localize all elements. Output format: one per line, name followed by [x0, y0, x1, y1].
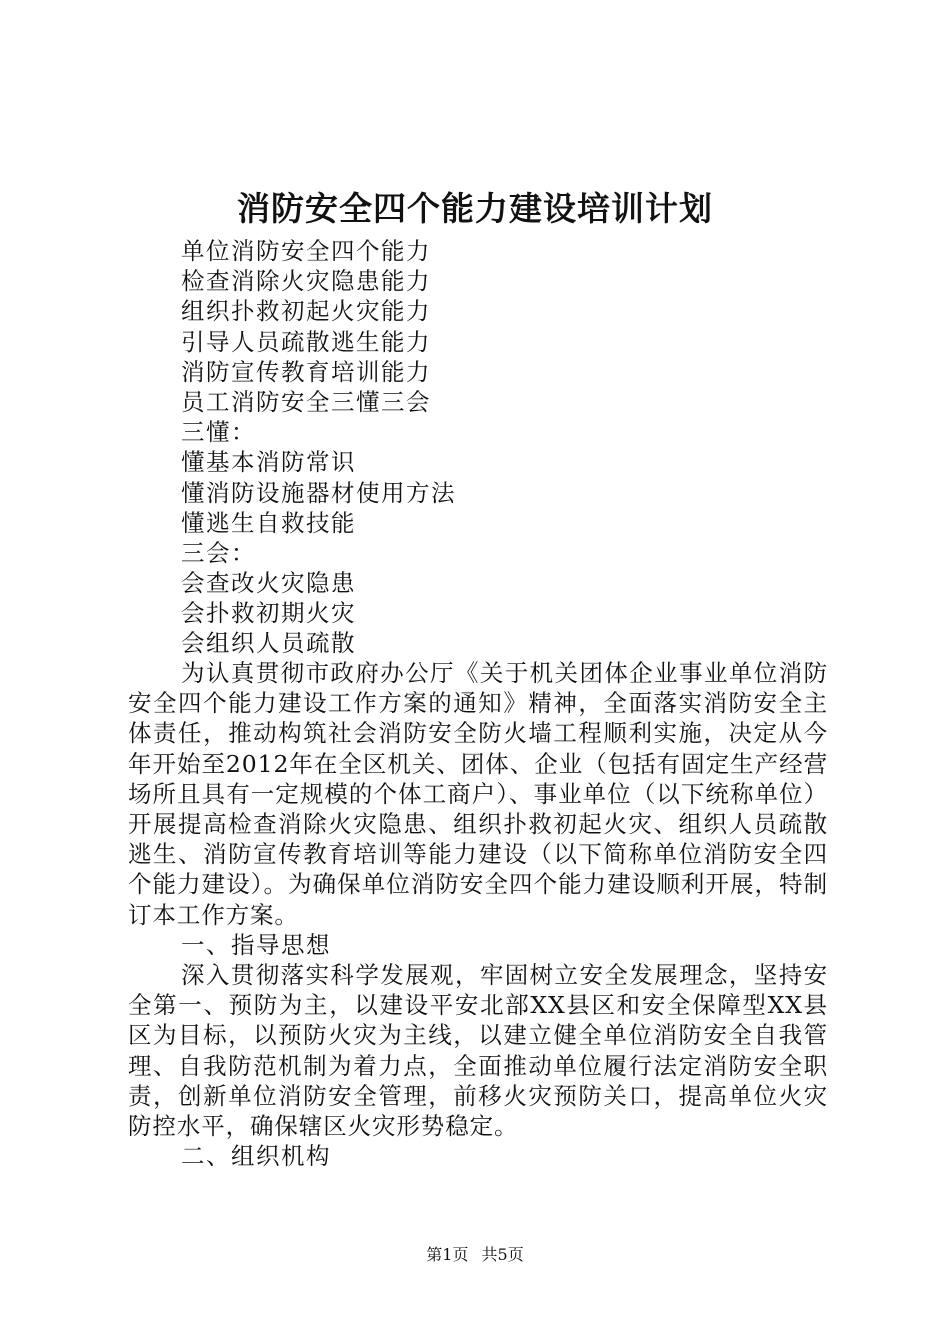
list-line: 单位消防安全四个能力: [181, 237, 431, 265]
section-heading-organization: 二、组织机构: [181, 1142, 331, 1171]
list-line: 检查消除火灾隐患能力: [181, 267, 431, 296]
list-line: 懂逃生自救技能: [181, 508, 356, 537]
list-line: 引导人员疏散逃生能力: [181, 327, 431, 356]
list-line: 会扑救初期火灾: [181, 599, 356, 628]
page-number: 第1页: [426, 1245, 469, 1264]
list-line: 会组织人员疏散: [181, 629, 356, 658]
list-line: 三会：: [181, 538, 256, 567]
section-heading-guiding-ideology: 一、指导思想: [181, 930, 331, 959]
page-footer: [0, 1244, 950, 1266]
intro-paragraph: 为认真贯彻市政府办公厅《关于机关团体企业事业单位消防安全四个能力建设工作方案的通知》精神，全面落实消防安全主体责任，推动构筑社会消防安全防火墙工程顺利实施，决定从今年开始至2012年在全区机关、团体、企业（包括有固定生产经营场所且具有一定规模的个体工商户）、事业单位（以下统称单位）开展提高检查消除火灾隐患、组织扑救初起火灾、组织人员疏散逃生、消防宣传教育培训等能力建设（以下简称单位消防安全四个能力建设）。为确保单位消防安全四个能力建设顺利开展，特制订本工作方案。: [128, 659, 828, 929]
list-line: 组织扑救初起火灾能力: [181, 297, 431, 326]
page-total: 共5页: [481, 1245, 524, 1264]
guiding-ideology-paragraph: 深入贯彻落实科学发展观，牢固树立安全发展理念，坚持安全第一、预防为主，以建设平安北部XX县区和安全保障型XX县区为目标，以预防火灾为主线，以建立健全单位消防安全自我管理、自我防范机制为着力点，全面推动单位履行法定消防安全职责，创新单位消防安全管理，前移火灾预防关口，提高单位火灾防控水平，确保辖区火灾形势稳定。: [128, 961, 828, 1141]
ability-list: [181, 236, 821, 659]
document-title: 消防安全四个能力建设培训计划: [237, 189, 713, 228]
list-line: 懂消防设施器材使用方法: [181, 478, 456, 507]
list-line: 会查改火灾隐患: [181, 569, 356, 598]
list-line: 消防宣传教育培训能力: [181, 357, 431, 386]
list-line: 员工消防安全三懂三会: [181, 387, 431, 416]
list-line: 三懂：: [181, 418, 256, 447]
list-line: 懂基本消防常识: [181, 448, 356, 477]
document-body: [128, 658, 828, 1171]
